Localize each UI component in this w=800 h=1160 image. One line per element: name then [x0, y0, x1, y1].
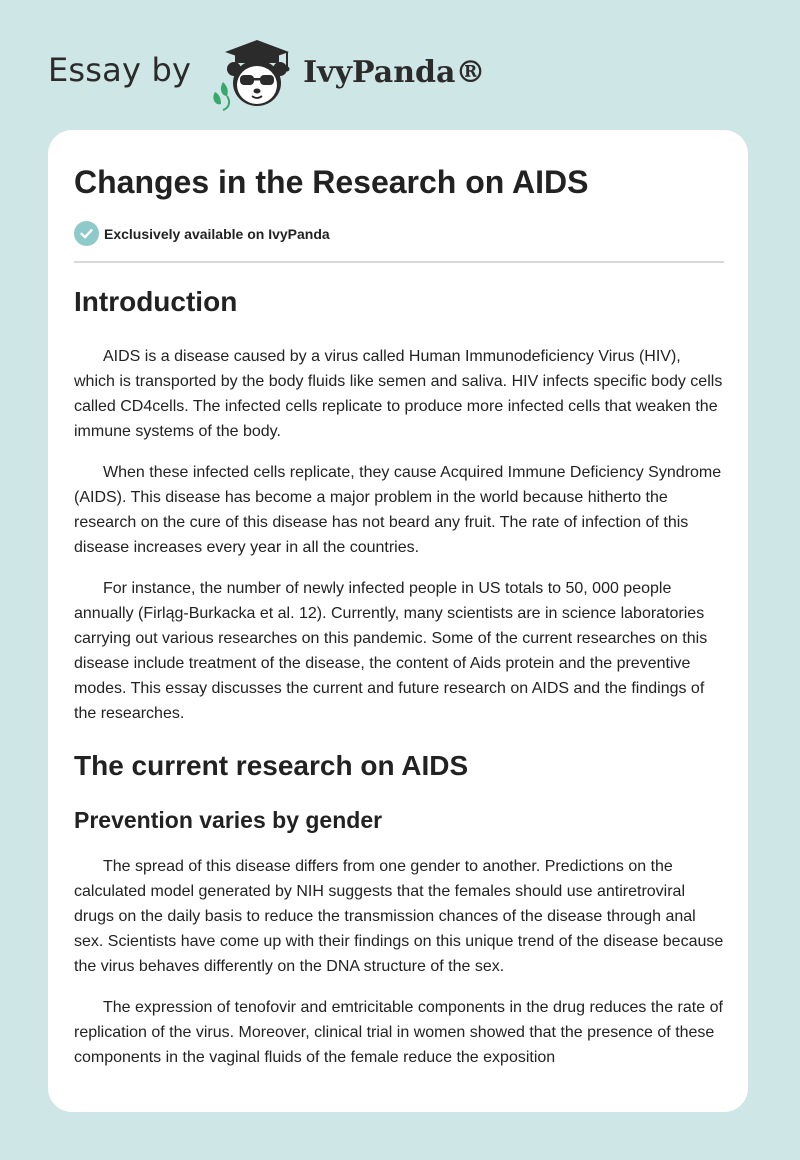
badge-text: Exclusively available on IvyPanda [104, 225, 330, 242]
brand-name: IvyPanda® [303, 54, 486, 90]
brand-header [48, 36, 485, 112]
heading-current-research: The current research on AIDS [74, 750, 469, 781]
check-circle-icon [74, 221, 99, 246]
subheading-prevention-gender: Prevention varies by gender [74, 807, 383, 833]
heading-introduction: Introduction [74, 286, 238, 317]
essay-title: Changes in the Research on AIDS [74, 164, 589, 200]
paragraph: For instance, the number of newly infected people in US totals to 50, 000 people annually (Firląg-Burkacka et al. 12). Currently, many scientists are in science laboratories carrying out various researches on this pandemic. Some of the current researches on this disease include treatment of the disease, the content of Aids protein and the preventive modes. This essay discusses the current and future research on AIDS and the findings of the researches. [74, 580, 708, 722]
paragraph: AIDS is a disease caused by a virus called Human Immunodeficiency Virus (HIV), which is transported by the body fluids like semen and saliva. HIV infects specific body cells called CD4cells. The infected cells replicate to produce more infected cells that weaken the immune systems of the body. [74, 348, 723, 440]
exclusive-badge [74, 221, 330, 246]
divider [74, 261, 724, 263]
essay-card [48, 130, 748, 1112]
paragraph: The expression of tenofovir and emtricitable components in the drug reduces the rate of replication of the virus. Moreover, clinical trial in women showed that the presence of these components in the vaginal fluids of the female reduce the exposition [74, 999, 723, 1066]
brand-prefix: Essay by [48, 51, 192, 89]
ivypanda-logo-icon[interactable] [207, 36, 299, 112]
essay-body [74, 280, 724, 1070]
paragraph: The spread of this disease differs from one gender to another. Predictions on the calculated model generated by NIH suggests that the females should use antiretroviral drugs on the daily basis to reduce the transmission chances of the disease through anal sex. Scientists have come up with their findings on this unique trend of the disease because the virus behaves differently on the DNA structure of the sex. [74, 858, 724, 975]
paragraph: When these infected cells replicate, they cause Acquired Immune Deficiency Syndrome (AIDS). This disease has become a major problem in the world because hitherto the research on the cure of this disease has not beard any fruit. The rate of infection of this disease increases every year in all the countries. [74, 464, 722, 556]
